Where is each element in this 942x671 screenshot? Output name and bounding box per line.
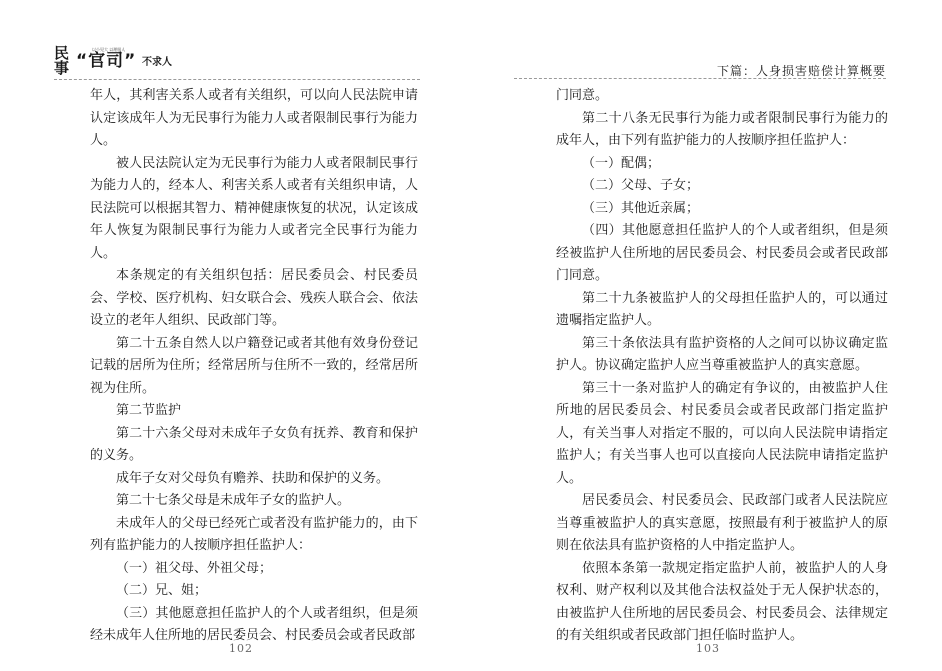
paragraph: 本条规定的有关组织包括：居民委员会、村民委员会、学校、医疗机构、妇女联合会、残疾人联合会、依法设立的老年人组织、民政部门等。 xyxy=(90,268,418,328)
paragraph: 未成年人的父母已经死亡或者没有监护能力的，由下列有监护能力的人按顺序担任监护人： xyxy=(90,515,418,553)
paragraph: 第二十九条被监护人的父母担任监护人的，可以通过遗嘱指定监护人。 xyxy=(556,290,888,328)
paragraph: 第二十六条父母对未成年子女负有抚养、教育和保护的义务。 xyxy=(90,425,418,463)
paragraph: 被人民法院认定为无民事行为能力人或者限制民事行为能力人的，经本人、利害关系人或者有关组织申请，人民法院可以根据其智力、精神健康恢复的状况，认定该成年人恢复为限制民事行为能力人或者完全民事行为能力人。 xyxy=(90,155,418,261)
header-rule xyxy=(514,78,886,79)
list-item: （二）兄、姐； xyxy=(116,583,208,598)
page-number: 103 xyxy=(696,642,720,655)
list-item: （三）其他近亲属； xyxy=(582,200,700,216)
list-item: （二）父母、子女； xyxy=(582,178,700,193)
list-item: （一）祖父母、外祖父母； xyxy=(116,560,273,576)
running-head: 下篇：人身损害赔偿计算概要 xyxy=(716,64,886,78)
logo-char-top: 民 xyxy=(54,44,70,62)
logo-char-bottom: 事 xyxy=(54,59,70,77)
paragraph: 第三十条依法具有监护资格的人之间可以协议确定监护人。协议确定监护人应当尊重被监护人的真实意愿。 xyxy=(556,335,888,373)
logo-main-text: “官司” xyxy=(76,51,137,71)
paragraph: 第二十八条无民事行为能力或者限制民事行为能力的成年人，由下列有监护能力的人按顺序担任监护人： xyxy=(556,110,888,148)
paragraph: 年人，其利害关系人或者有关组织，可以向人民法院申请认定该成年人为无民事行为能力人或者限制民事行为能力人。 xyxy=(90,88,418,148)
book-logo xyxy=(54,44,172,77)
paragraph: 成年子女对父母负有赡养、扶助和保护的义务。 xyxy=(116,470,390,486)
list-item: （三）其他愿意担任监护人的个人或者组织，但是须经未成年人住所地的居民委员会、村民委员会或者民政部 xyxy=(90,605,418,643)
header-rule xyxy=(54,79,420,80)
body-text xyxy=(556,85,888,648)
paragraph: 第二十七条父母是未成年子女的监护人。 xyxy=(116,493,351,508)
list-item: （四）其他愿意担任监护人的个人或者组织，但是须经被监护人住所地的居民委员会、村民委员会或者民政部门同意。 xyxy=(556,223,888,283)
section-heading: 第二节监护 xyxy=(116,403,182,418)
paragraph: 门同意。 xyxy=(556,88,609,103)
body-text xyxy=(90,85,418,648)
logo-tagline: 以小见大 以理服人 xyxy=(92,47,126,52)
paragraph: 居民委员会、村民委员会、民政部门或者人民法院应当尊重被监护人的真实意愿，按照最有利于被监护人的原则在依法具有监护资格的人中指定监护人。 xyxy=(556,493,888,553)
list-item: （一）配偶； xyxy=(582,155,661,171)
page-number: 102 xyxy=(229,642,253,655)
paragraph: 第二十五条自然人以户籍登记或者其他有效身份登记记载的居所为住所；经常居所与住所不一致的，经常居所视为住所。 xyxy=(90,335,418,396)
right-page xyxy=(471,0,942,671)
logo-suffix: 不求人 xyxy=(142,57,172,68)
paragraph: 依照本条第一款规定指定监护人前，被监护人的人身权利、财产权利以及其他合法权益处于无人保护状态的，由被监护人住所地的居民委员会、村民委员会、法律规定的有关组织或者民政部门担任临时监护人。 xyxy=(556,560,888,643)
paragraph: 第三十一条对监护人的确定有争议的，由被监护人住所地的居民委员会、村民委员会或者民政部门指定监护人，有关当事人对指定不服的，可以向人民法院申请指定监护人；有关当事人也可以直接向人民法院申请指定监护人。 xyxy=(556,380,888,486)
